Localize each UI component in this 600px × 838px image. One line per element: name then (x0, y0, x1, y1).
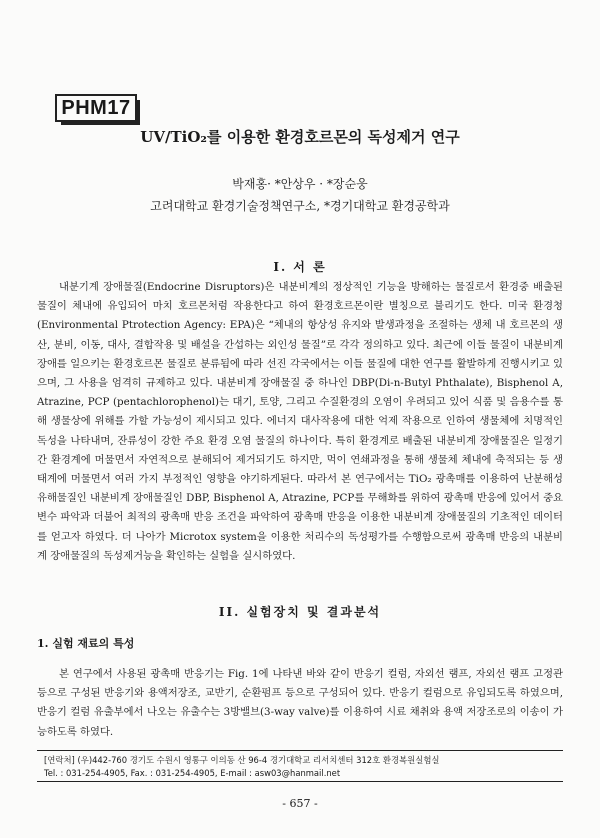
paper-title: UV/TiO₂를 이용한 환경호르몬의 독성제거 연구 (140, 128, 460, 146)
affiliation-list: 고려대학교 환경기술정책연구소, *경기대학교 환경공학과 (150, 199, 450, 213)
page-number: - 657 - (282, 797, 318, 810)
introduction-paragraph: 내분기계 장애물질(Endocrine Disruptors)은 내분비계의 정상적인 기능을 방해하는 물질로서 환경중 배출된 물질이 체내에 유입되어 마치 호르몬처럼 작용한다고 하여 환경호르몬이란 별칭으로 불리기도 한다. 미국 환경청(Environmental Ptrotection Agency: EPA)은 “체내의 항상성 유지와 발생과정을 조절하는 생체 내 호르몬의 생산, 분비, 이동, 대사, 결합작용 및 배설을 간섭하는 외인성 물질”로 각각 정의하고 있다. 최근에 이들 물질이 내분비계 장애를 일으키는 환경호르몬 물질로 분류됨에 따라 선진 각국에서는 이들 물질에 대한 연구를 활발하게 진행시키고 있으며, 그 사용을 엄격히 규제하고 있다. 내분비계 장애물질 중 하나인 DBP(Di-n-Butyl Phthalate), Bisphenol A, Atrazine, PCP (pentachlorophenol)는 대기, 토양, 그리고 수질환경의 오염이 우려되고 있어 식품 및 음용수를 통해 생물상에 위해를 가할 가능성이 제시되고 있다. 에너지 대사작용에 대한 억제 작용으로 인하여 생물체에 치명적인 독성을 나타내며, 잔류성이 강한 주요 환경 오염 물질의 하나이다. 특히 환경계로 배출된 내분비계 장애물질은 일정기간 환경계에 머물면서 자연적으로 분해되어 제거되기도 하지만, 먹이 연쇄과정을 통해 생물체 체내에 축적되는 등 생태계에 머물면서 여러 가지 부정적인 영향을 야기하게된다. 따라서 본 연구에서는 TiO₂ 광촉매를 이용하여 난분해성 유해물질인 내분비계 장애물질인 DBP, Bisphenol A, Atrazine, PCP를 무해화를 위하여 광촉매 반응에 있어서 중요 변수 파악과 더불어 최적의 광촉매 반응 조건을 파악하여 광촉매 반응을 이용한 내분비계 장애물질의 기초적인 데이터를 얻고자 하였다. 더 나아가 Microtox system을 이용한 처리수의 독성평가를 수행함으로써 광촉매 반응의 내분비계 장애물질의 독성제거능을 확인하는 실험을 실시하였다. (37, 281, 563, 562)
section-heading-introduction: I. 서 론 (273, 260, 327, 274)
materials-paragraph: 본 연구에서 사용된 광촉매 반응기는 Fig. 1에 나타낸 바와 같이 반응기 컬럼, 자외선 램프, 자외선 램프 고정관 등으로 구성된 반응기와 용액저장조, 교반기, 순환펌프 등으로 구성되어 있다. 반응기 컬럼으로 유입되도록 하였으며, 반응기 컬럼 유출부에서 나오는 유출수는 3방밸브(3-way valve)를 이용하여 시료 채취와 용액 저장조로의 이송이 가능하도록 하였다. (37, 668, 563, 738)
footer-phone: Tel. : 031-254-4905, Fax. : 031-254-4905, E-mail : asw03@hanmail.net (44, 768, 341, 778)
paper-code-box (55, 94, 137, 122)
paper-code: PHM17 (61, 96, 131, 119)
author-list: 박재홍· *안상우 · *장순웅 (232, 177, 368, 191)
footer-divider-bottom (37, 781, 563, 782)
footer-contact: [연락처] (우)442-760 경기도 수원시 영통구 이의동 산 96-4 경기대학교 리서치센터 312호 환경복원실험실 (44, 755, 440, 765)
subsection-heading-materials: 1. 실험 재료의 특성 (37, 637, 135, 650)
footer-divider (37, 750, 563, 751)
section-heading-methods: II. 실험장치 및 결과분석 (218, 605, 382, 619)
